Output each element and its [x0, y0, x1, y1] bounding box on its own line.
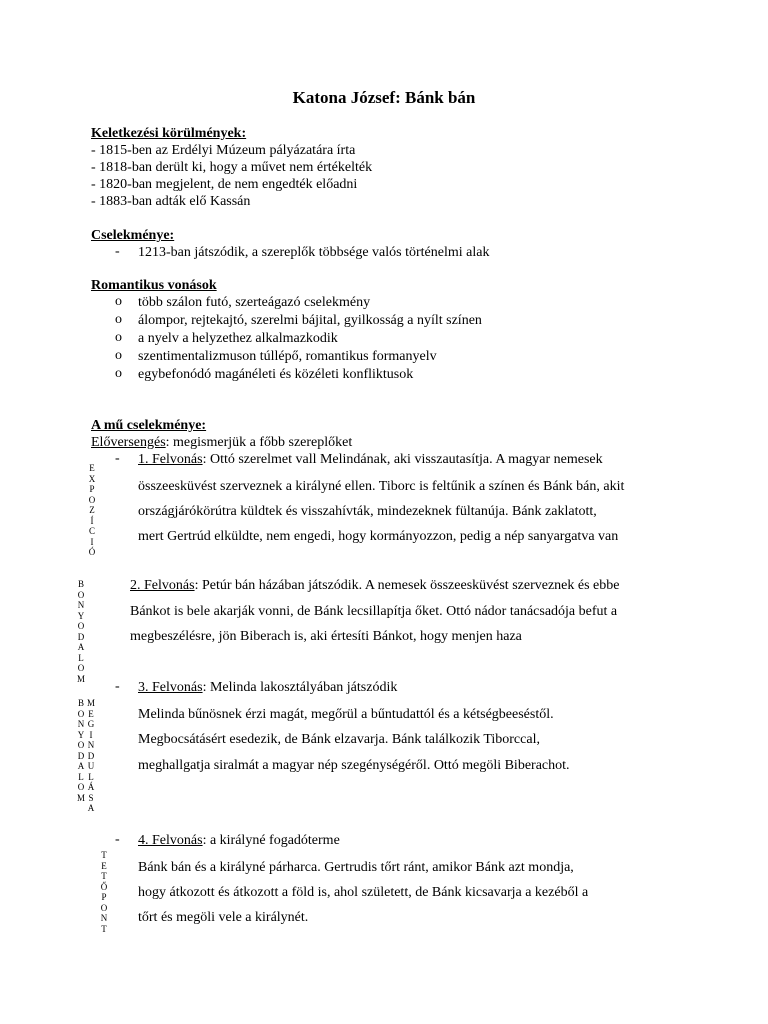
felvonas-4-line: Bánk bán és a királyné párharca. Gertrudis tőrt ránt, amikor Bánk azt mondja, — [138, 860, 574, 875]
felvonas-3-line: Melinda bűnösnek érzi magát, megőrül a bűntudattól és a kétségbeeséstől. — [138, 707, 554, 722]
felvonas-1-line: mert Gertrúd elküldte, nem engedi, hogy kormányozzon, pedig a nép sanyargatva van — [138, 529, 619, 544]
felvonas-4-line: hogy átkozott és átkozott a föld is, ahol született, de Bánk kicsavarja a kezéből a — [138, 885, 589, 900]
o-bullet: o — [115, 330, 122, 345]
vertical-label-expozicio: E X P O Z Í C I Ó — [88, 463, 96, 557]
felvonas-3-line: meghallgatja siralmát a magyar nép szegénységéről. Ottó megöli Biberachot. — [138, 758, 570, 773]
keletkezes-line: - 1883-ban adták elő Kassán — [91, 194, 251, 209]
felvonas-2-line: Bánkot is bele akarják vonni, de Bánk lecsillapítja őket. Ottó nádor tanácsadója befut a — [130, 604, 618, 619]
felvonas-4-line: 4. Felvonás: a királyné fogadóterme — [138, 833, 340, 848]
romantikus-item: álompor, rejtekajtó, szerelmi bájital, gyilkosság a nyílt színen — [138, 313, 482, 328]
keletkezes-line: - 1820-ban megjelent, de nem engedték előadni — [91, 177, 358, 192]
felvonas-4-line: tőrt és megöli vele a királynét. — [138, 910, 309, 925]
felvonas-3-label: 3. Felvonás — [138, 680, 203, 695]
dash-bullet: - — [115, 244, 120, 259]
eloverseny-text: : megismerjük a főbb szereplőket — [165, 435, 353, 450]
mu-heading: A mű cselekménye: — [91, 418, 207, 433]
o-bullet: o — [115, 348, 122, 363]
vertical-label-megindulasa: M E G I N D U L Á S A — [86, 698, 95, 813]
eloverseny-line — [91, 434, 352, 451]
felvonas-1-line: 1. Felvonás: Ottó szerelmet vall Melindának, aki visszautasítja. A magyar nemesek — [138, 452, 603, 467]
o-bullet: o — [115, 294, 122, 309]
vertical-label-tetopont: T E T Ő P O N T — [100, 850, 108, 934]
romantikus-item: egybefonódó magánéleti és közéleti konfliktusok — [138, 367, 414, 382]
cselekmeny-heading: Cselekménye: — [91, 228, 175, 243]
eloverseny-label: Előversengés — [91, 435, 166, 450]
felvonas-2-line: megbeszélésre, jön Biberach is, aki értesíti Bánkot, hogy menjen haza — [130, 629, 522, 644]
felvonas-2-line: 2. Felvonás: Petúr bán házában játszódik. A nemesek összeesküvést szerveznek és ebbe — [130, 578, 620, 593]
vertical-label-bonyodalom: B O N Y O D A L O M — [76, 698, 85, 803]
o-bullet: o — [115, 366, 122, 381]
felvonas-2-label: 2. Felvonás — [130, 578, 195, 593]
felvonas-1-line: országjárókörútra küldtek és visszahívták, mindezeknek fültanúja. Bánk zaklatott, — [138, 504, 597, 519]
cselekmeny-item: 1213-ban játszódik, a szereplők többsége valós történelmi alak — [138, 245, 490, 260]
dash-bullet: - — [115, 679, 120, 694]
keletkezes-heading: Keletkezési körülmények: — [91, 126, 247, 141]
romantikus-item: a nyelv a helyzethez alkalmazkodik — [138, 331, 338, 346]
keletkezes-line: - 1815-ben az Erdélyi Múzeum pályázatára írta — [91, 143, 356, 158]
page-title: Katona József: Bánk bán — [292, 88, 476, 107]
romantikus-item: szentimentalizmuson túllépő, romantikus formanyelv — [138, 349, 437, 364]
felvonas-1-label: 1. Felvonás — [138, 452, 203, 467]
romantikus-heading: Romantikus vonások — [91, 278, 217, 293]
felvonas-3-line: Megbocsátásért esedezik, de Bánk elzavarja. Bánk találkozik Tiborccal, — [138, 732, 540, 747]
romantikus-item: több szálon futó, szerteágazó cselekmény — [138, 295, 371, 310]
felvonas-3-line: 3. Felvonás: Melinda lakosztályában játszódik — [138, 680, 398, 695]
felvonas-1-line: összeesküvést szerveznek a királyné ellen. Tiborc is feltűnik a színen és Bánk bán, akit — [138, 479, 625, 494]
dash-bullet: - — [115, 832, 120, 847]
keletkezes-line: - 1818-ban derült ki, hogy a művet nem értékelték — [91, 160, 373, 175]
felvonas-4-label: 4. Felvonás — [138, 833, 203, 848]
o-bullet: o — [115, 312, 122, 327]
dash-bullet: - — [115, 451, 120, 466]
vertical-label-bonyodalom: B O N Y O D A L O M — [76, 579, 85, 684]
